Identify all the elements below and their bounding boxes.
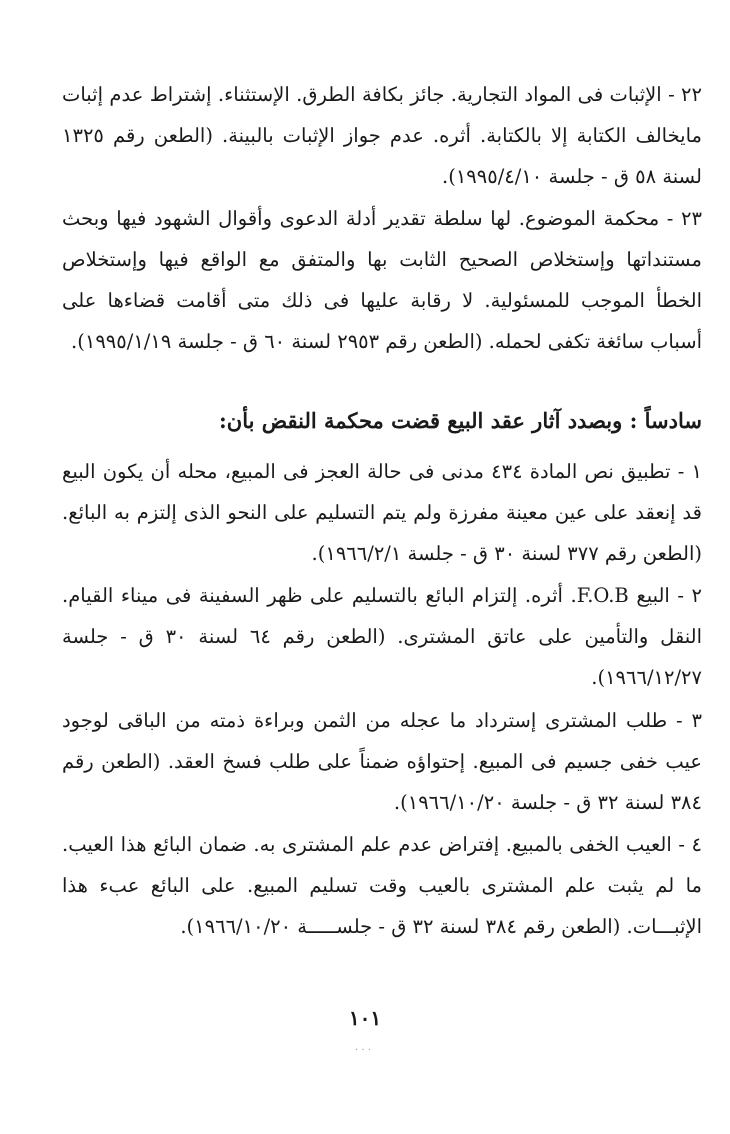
paragraph-23: ٢٣ - محكمة الموضوع. لها سلطة تقدير أدلة الدعوى وأقوال الشهود فيها وبحث مستنداتها وإستخلاص الصحيح الثابت بها والمتفق مع الواقع فيها وإستخلاص الخطأ الموجب للمسئولية. لا رقابة عليها فى ذلك متى أقامت قضاءها على أسباب سائغة تكفى لحمله. (الطعن رقم ٢٩٥٣ لسنة ٦٠ ق - جلسة ١٩٩٥/١/١٩). xyxy=(62,207,702,353)
page-number: ١٠١ xyxy=(348,1006,382,1030)
paragraph-22: ٢٢ - الإثبات فى المواد التجارية. جائز بكافة الطرق. الإستثناء. إشتراط عدم إثبات مايخالف الكتابة إلا بالكتابة. أثره. عدم جواز الإثبات بالبينة. (الطعن رقم ١٣٢٥ لسنة ٥٨ ق - جلسة ١٩٩٥/٤/١٠). xyxy=(62,83,702,188)
ruling-item-3: ٣ - طلب المشترى إسترداد ما عجله من الثمن وبراءة ذمته من الباقى لوجود عيب خفى جسيم فى المبيع. إحتواؤه ضمناً على طلب فسخ العقد. (الطعن رقم ٣٨٤ لسنة ٣٢ ق - جلسة ١٩٦٦/١٠/٢٠). xyxy=(62,709,702,814)
ruling-item-2: ٢ - البيع F.O.B. أثره. إلتزام البائع بالتسليم على ظهر السفينة فى ميناء القيام. النقل والتأمين على عاتق المشترى. (الطعن رقم ٦٤ لسنة ٣٠ ق - جلسة ١٩٦٦/١٢/٢٧). xyxy=(62,584,702,689)
ruling-item-4: ٤ - العيب الخفى بالمبيع. إفتراض عدم علم المشترى به. ضمان البائع هذا العيب. ما لم يثبت علم المشترى بالعيب وقت تسليم المبيع. على البائع عبء هذا الإثبـــات. (الطعن رقم ٣٨٤ لسنة ٣٢ ق - جلســـــة ١٩٦٦/١٠/٢٠). xyxy=(62,833,702,938)
scan-speck-decoration: · · · xyxy=(355,1045,371,1056)
section-heading: سادساً : وبصدد آثار عقد البيع قضت محكمة النقض بأن: xyxy=(219,408,702,433)
ruling-item-1: ١ - تطبيق نص المادة ٤٣٤ مدنى فى حالة العجز فى المبيع، محله أن يكون البيع قد إنعقد على عين معينة مفرزة ولم يتم التسليم على النحو الذى إلتزم به البائع. (الطعن رقم ٣٧٧ لسنة ٣٠ ق - جلسة ١٩٦٦/٢/١). xyxy=(62,460,702,565)
